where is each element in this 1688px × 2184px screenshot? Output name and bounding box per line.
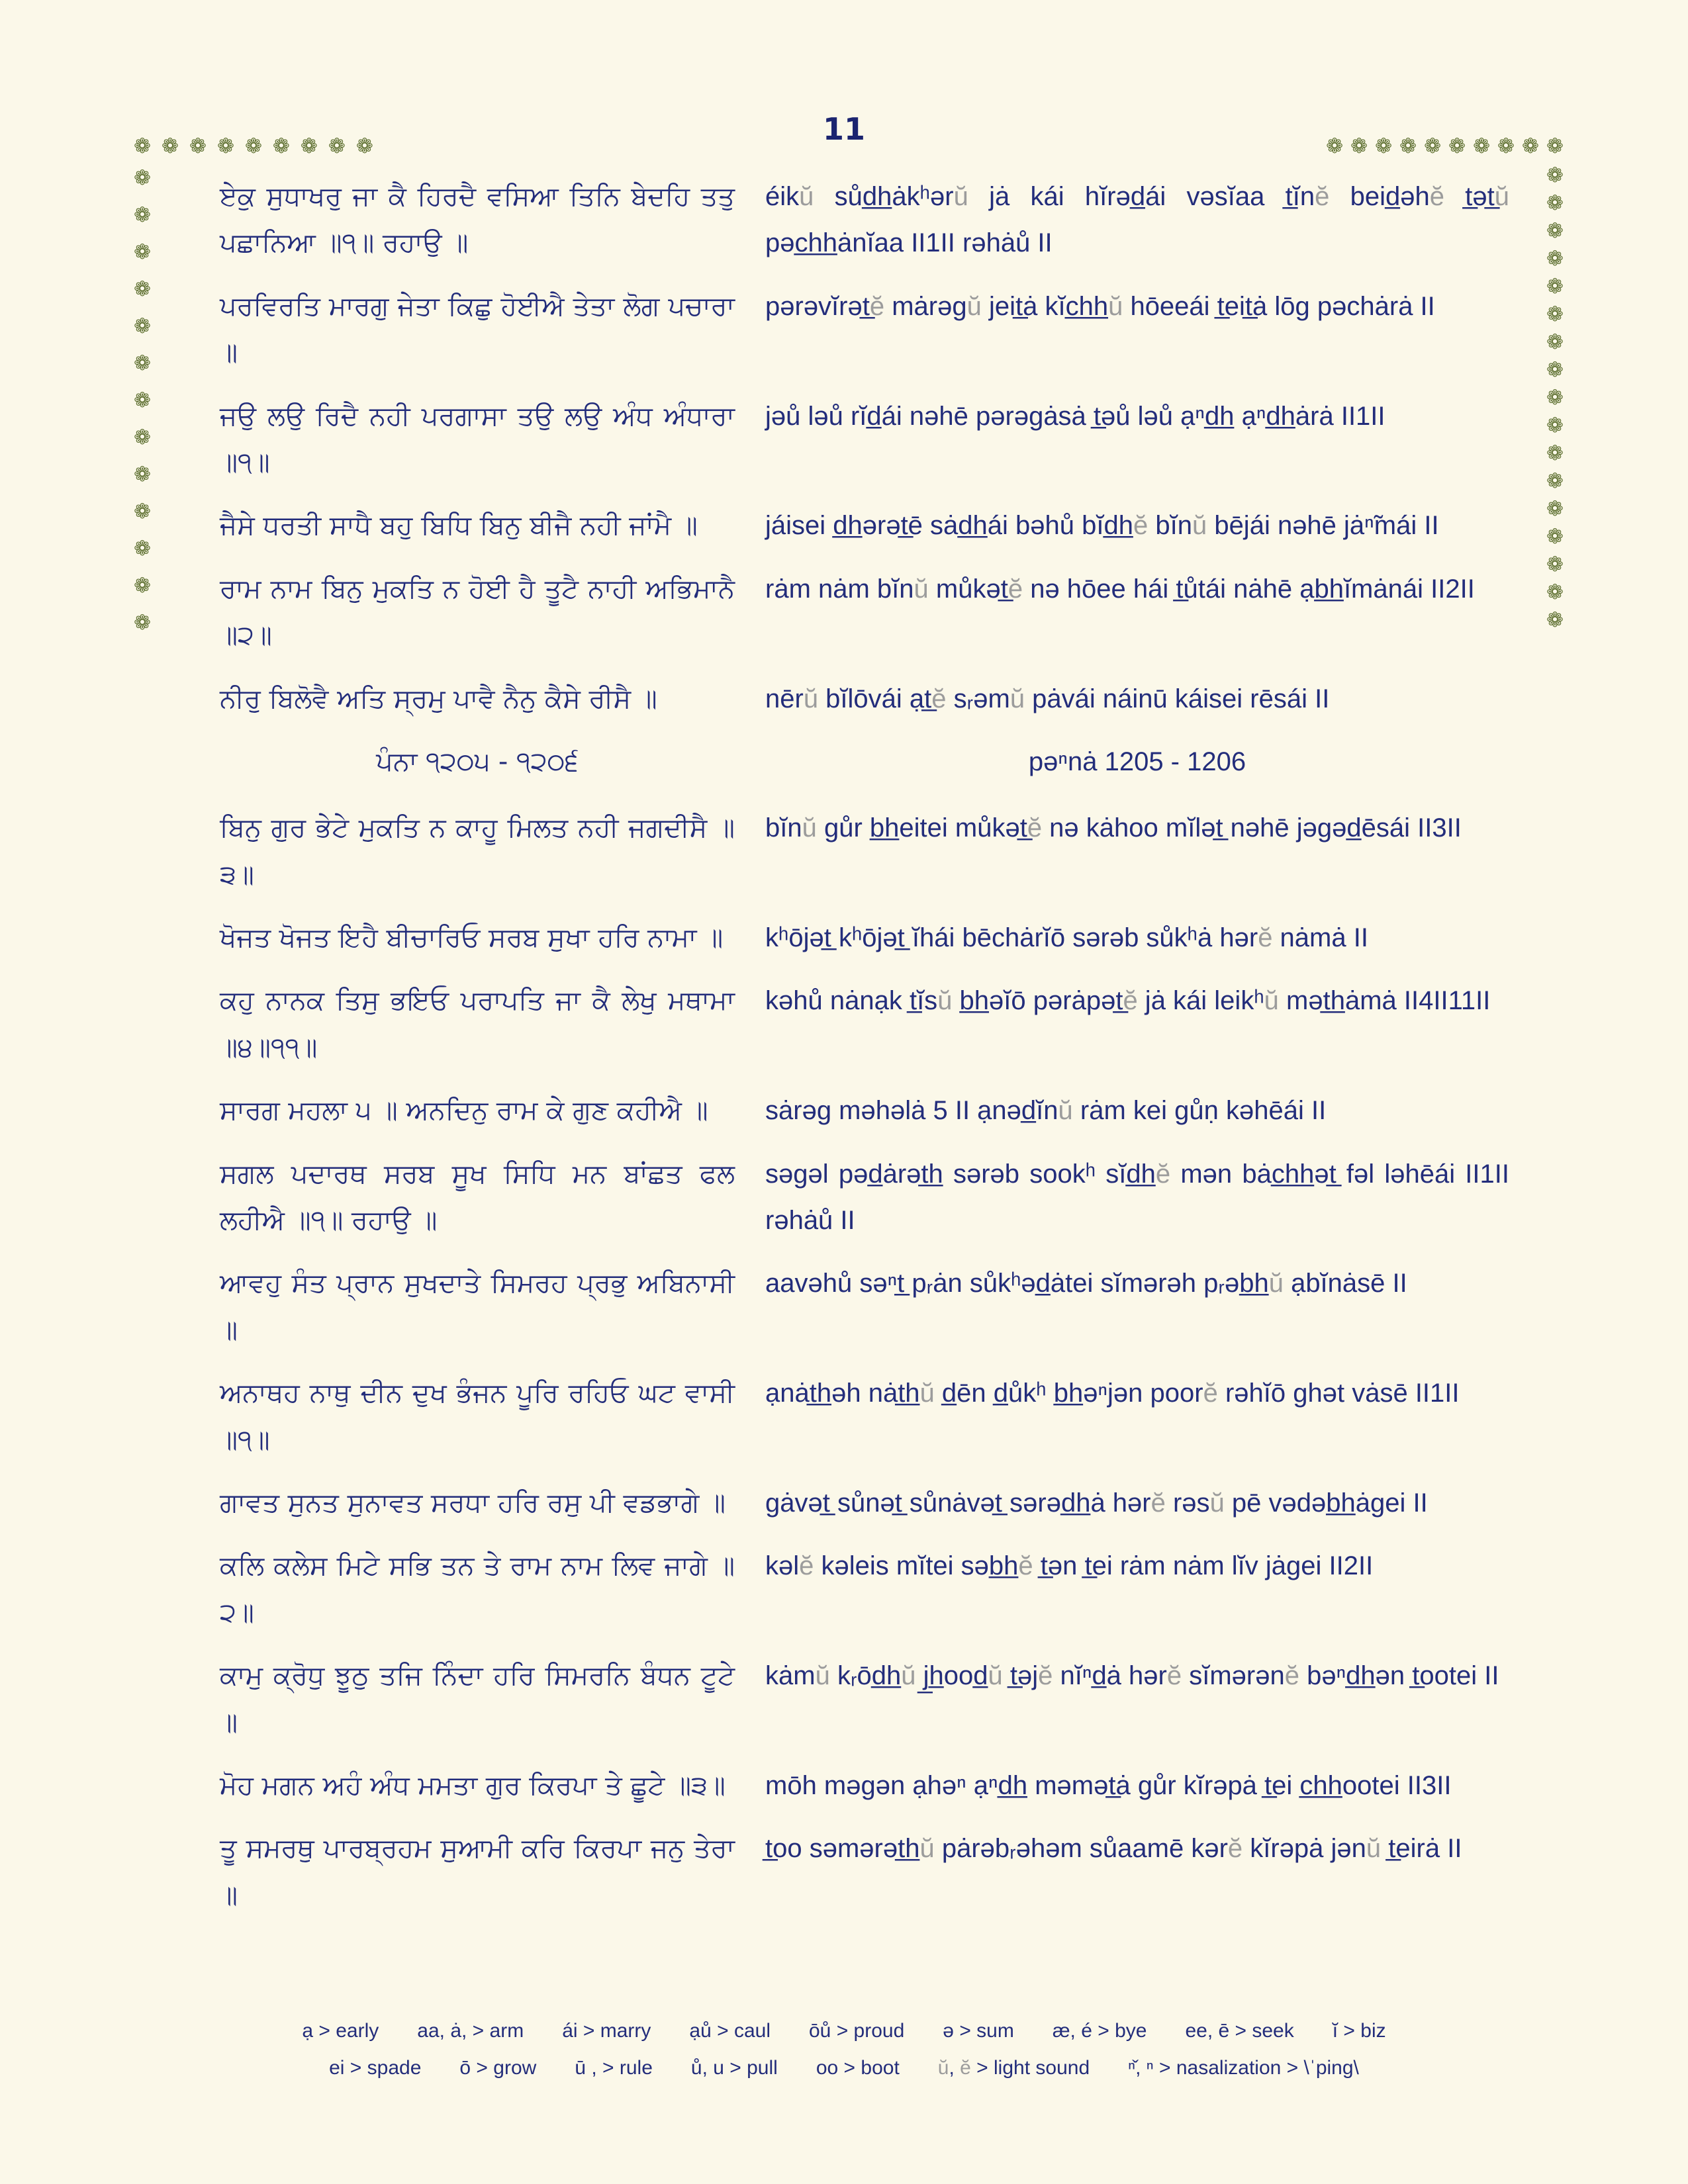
light-sound-letter: ĕ xyxy=(1133,511,1149,541)
flower-icon: ❁ xyxy=(355,134,373,158)
legend-item: aa, ȧ, > arm xyxy=(417,2020,524,2042)
light-sound-letter: ĕ xyxy=(960,2057,971,2079)
light-sound-letter: ŭ xyxy=(988,1661,1003,1691)
verse-row xyxy=(220,393,1509,486)
legend-row-2 xyxy=(0,2057,1688,2079)
flower-icon: ❁ xyxy=(1424,134,1442,158)
flower-icon: ❁ xyxy=(244,134,262,158)
verse-row xyxy=(220,1543,1509,1636)
panna-header-translit: pəⁿnȧ 1205 - 1206 xyxy=(1028,747,1246,776)
flower-icon: ❁ xyxy=(134,426,151,449)
gurmukhi-text: ਕਹੁ ਨਾਨਕ ਤਿਸੁ ਭਇਓ ਪਰਾਪਤਿ ਜਾ ਕੈ ਲੇਖੁ ਮਥਾਮਾ ॥੪॥੧੧॥ xyxy=(220,985,735,1063)
verse-row xyxy=(220,676,1509,722)
transliteration-text: kʰōjət̲ kʰōjət̲ ĭhái bēchȧrĭō sərəb sůkʰȧ hərĕ nȧmȧ II xyxy=(765,923,1368,953)
verse-row xyxy=(220,1653,1509,1746)
gurmukhi-text: ਗਾਵਤ ਸੁਨਤ ਸੁਨਾਵਤ ਸਰਧਾ ਹਰਿ ਰਸੁ ਪੀ ਵਡਭਾਗੇ ॥ xyxy=(220,1487,726,1518)
flower-icon: ❁ xyxy=(134,500,151,523)
verse-list xyxy=(220,173,1509,1935)
light-sound-letter: ĕ xyxy=(1315,182,1330,211)
light-sound-letter: ŭ xyxy=(802,813,817,843)
transliteration-text: pərəvĭrət̲ĕ mȧrəgŭ jeit̲ȧ kĭc̲h̲h̲ŭ hōeeái t̲eit̲ȧ lōg pəchȧrȧ II xyxy=(765,291,1435,321)
flower-icon: ❁ xyxy=(1375,134,1393,158)
page-number: 11 xyxy=(822,111,865,147)
gurmukhi-text: ਤੂ ਸਮਰਥੁ ਪਾਰਬ੍ਰਹਮ ਸੁਆਮੀ ਕਰਿ ਕਿਰਪਾ ਜਨੁ ਤੇਰਾ ॥ xyxy=(220,1833,735,1911)
gurmukhi-text: ਪਰਵਿਰਤਿ ਮਾਰਗੁ ਜੇਤਾ ਕਿਛੁ ਹੋਈਐ ਤੇਤਾ ਲੋਗ ਪਚਾਰਾ ॥ xyxy=(220,291,735,369)
flower-icon: ❁ xyxy=(1546,469,1564,493)
legend-item: ū , > rule xyxy=(575,2057,653,2079)
transliteration-text: səgəl pəd̲ȧrət̲h̲ sərəb sookʰ sĭd̲h̲ĕ mən bȧc̲h̲h̲ət̲ fəl ləhēái II1II rəhȧů II xyxy=(765,1159,1509,1236)
flower-icon: ❁ xyxy=(134,611,151,635)
transliteration-text: jəů ləů rĭd̲ái nəhē pərəgȧsȧ t̲əů ləů ạⁿd̲h̲ ạⁿd̲h̲ȧrȧ II1II xyxy=(765,401,1385,431)
gurmukhi-text: ਮੋਹ ਮਗਨ ਅਹੰ ਅੰਧ ਮਮਤਾ ਗੁਰ ਕਿਰਪਾ ਤੇ ਛੂਟੇ ॥੩॥ xyxy=(220,1770,726,1801)
legend-item: ee, ē > seek xyxy=(1185,2020,1294,2042)
flower-icon: ❁ xyxy=(1546,330,1564,354)
gurmukhi-text: ਜਉ ਲਉ ਰਿਦੈ ਨਹੀ ਪਰਗਾਸਾ ਤਉ ਲਉ ਅੰਧ ਅੰਧਾਰਾ ॥੧॥ xyxy=(220,400,735,478)
flower-icon: ❁ xyxy=(1546,497,1564,521)
transliteration-text: rȧm nȧm bĭnŭ můkət̲ĕ nə hōee hái t̲ůtái nȧhē ạb̲h̲ĭmȧnái II2II xyxy=(765,574,1475,604)
transliteration-text: nērŭ bĭlōvái ạt̲ĕ sᵣəmŭ pȧvái náinū káisei rēsái II xyxy=(765,684,1330,713)
legend-item: ei > spade xyxy=(329,2057,422,2079)
legend-item: ạů > caul xyxy=(689,2020,771,2042)
flower-icon: ❁ xyxy=(1546,191,1564,215)
verse-row xyxy=(220,1151,1509,1244)
flower-icon: ❁ xyxy=(328,134,346,158)
light-sound-letter: ĕ xyxy=(931,684,947,713)
light-sound-letter: ŭ xyxy=(1264,986,1279,1016)
gurmukhi-text: ਸਗਲ ਪਦਾਰਥ ਸਰਬ ਸੂਖ ਸਿਧਿ ਮਨ ਬਾਂਛਤ ਫਲ ਲਹੀਐ ॥੧॥ ਰਹਾਉ ॥ xyxy=(220,1158,735,1236)
light-sound-letter: ĕ xyxy=(1008,574,1023,604)
light-sound-letter: ĕ xyxy=(1018,1551,1033,1581)
verse-row xyxy=(220,805,1509,898)
transliteration-text: aavəhů səⁿt̲ pᵣȧn sůkʰəd̲ȧtei sĭmərəh pᵣəb̲h̲ŭ ạbĭnȧsē II xyxy=(765,1269,1407,1298)
gurmukhi-text: ਬਿਨੁ ਗੁਰ ਭੇਟੇ ਮੁਕਤਿ ਨ ਕਾਹੂ ਮਿਲਤ ਨਹੀ ਜਗਦੀਸੈ ॥੩॥ xyxy=(220,813,735,890)
flower-icon: ❁ xyxy=(134,314,151,338)
light-sound-letter: ĕ xyxy=(1027,813,1043,843)
flower-icon: ❁ xyxy=(134,166,151,190)
flower-icon: ❁ xyxy=(134,388,151,412)
gurmukhi-text: ਕਾਮੁ ਕ੍ਰੋਧੁ ਝੂਠੁ ਤਜਿ ਨਿੰਦਾ ਹਰਿ ਸਿਮਰਨਿ ਬੰਧਨ ਟੂਟੇ ॥ xyxy=(220,1661,735,1738)
light-sound-letter: ĕ xyxy=(1258,923,1273,953)
panna-header-gurmukhi: ਪੰਨਾ ੧੨੦੫ - ੧੨੦੬ xyxy=(376,746,579,777)
gurmukhi-text: ਨੀਰੁ ਬਿਲੋਵੈ ਅਤਿ ਸ੍ਰਮੁ ਪਾਵੈ ਨੈਨੁ ਕੈਸੇ ਰੀਸੈ ॥ xyxy=(220,683,657,714)
light-sound-letter: ĕ xyxy=(1203,1379,1218,1408)
legend-item: ō > grow xyxy=(459,2057,537,2079)
flower-icon: ❁ xyxy=(134,203,151,227)
light-sound-letter: ĕ xyxy=(1166,1661,1182,1691)
light-sound-letter: ŭ xyxy=(919,1379,935,1408)
verse-row xyxy=(220,566,1509,659)
verse-row xyxy=(220,1762,1509,1809)
flower-icon: ❁ xyxy=(1546,553,1564,576)
transliteration-text: kȧmŭ kᵣōd̲h̲ŭ j̲h̲ood̲ŭ t̲əjĕ nĭⁿd̲ȧ hərĕ sĭmərənĕ bəⁿd̲h̲ən t̲ootei II xyxy=(765,1661,1499,1691)
legend-item: ⁿ̌, ⁿ > nasalization > \ˈping\ xyxy=(1128,2057,1359,2079)
transliteration-text: t̲oo səmərət̲h̲ŭ pȧrəbᵣəhəm sůaamē kərĕ kĭrəpȧ jənŭ t̲eirȧ II xyxy=(765,1834,1462,1864)
verse-row xyxy=(220,915,1509,961)
light-sound-letter: ĕ xyxy=(1155,1159,1171,1189)
flower-icon: ❁ xyxy=(1546,247,1564,271)
legend-item: ů, u > pull xyxy=(690,2057,778,2079)
legend-item: æ, é > bye xyxy=(1052,2020,1147,2042)
transliteration-text: gȧvət̲ sůnət̲ sůnȧvət̲ sərəd̲h̲ȧ hərĕ rəsŭ pē vədəb̲h̲ȧgei II xyxy=(765,1488,1428,1518)
flower-icon: ❁ xyxy=(272,134,290,158)
verse-row xyxy=(220,1370,1509,1463)
light-sound-letter: ĕ xyxy=(1038,1661,1053,1691)
flower-icon: ❁ xyxy=(1448,134,1466,158)
flower-border-top-right xyxy=(1326,136,1564,157)
verse-row xyxy=(220,1260,1509,1353)
flower-icon: ❁ xyxy=(300,134,318,158)
light-sound-letter: ŭ xyxy=(1108,291,1123,321)
flower-icon: ❁ xyxy=(1546,302,1564,326)
light-sound-letter: ĕ xyxy=(1429,182,1444,211)
light-sound-letter: ŭ xyxy=(953,182,968,211)
flower-icon: ❁ xyxy=(1546,414,1564,437)
gurmukhi-text: ਆਵਹੁ ਸੰਤ ਪ੍ਰਾਨ ਸੁਖਦਾਤੇ ਸਿਮਰਹ ਪ੍ਰਭੁ ਅਬਿਨਾਸੀ ॥ xyxy=(220,1268,735,1345)
verse-row xyxy=(220,173,1509,267)
flower-icon: ❁ xyxy=(189,134,207,158)
transliteration-text: jáisei d̲h̲ərət̲ē sȧd̲h̲ái bəhů bĭd̲h̲ĕ bĭnŭ bējái nəhē jȧⁿ̃mái II xyxy=(765,511,1439,541)
light-sound-letter: ŭ xyxy=(914,574,929,604)
legend-item: oo > boot xyxy=(816,2057,900,2079)
flower-border-top-left xyxy=(134,136,373,157)
legend-item: ạ > early xyxy=(302,2020,379,2042)
transliteration-text: mōh məgən ạhəⁿ ạⁿd̲h̲ məmət̲ȧ gůr kĭrəpȧ t̲ei c̲h̲h̲ootei II3II xyxy=(765,1770,1452,1800)
light-sound-letter: ŭ xyxy=(1366,1834,1382,1864)
flower-icon: ❁ xyxy=(1546,358,1564,382)
flower-icon: ❁ xyxy=(134,134,151,158)
flower-icon: ❁ xyxy=(1546,163,1564,187)
legend-item: ĭ > biz xyxy=(1332,2020,1386,2042)
verse-row xyxy=(220,1087,1509,1134)
verse-row xyxy=(220,1480,1509,1526)
flower-icon: ❁ xyxy=(134,574,151,598)
flower-icon: ❁ xyxy=(134,240,151,264)
flower-icon: ❁ xyxy=(1546,608,1564,632)
gurmukhi-text: ਸਾਰਗ ਮਹਲਾ ੫ ॥ ਅਨਦਿਨੁ ਰਾਮ ਕੇ ਗੁਣ ਕਹੀਐ ॥ xyxy=(220,1095,708,1126)
verse-row xyxy=(220,283,1509,377)
light-sound-letter: ŭ xyxy=(937,986,953,1016)
flower-icon: ❁ xyxy=(1350,134,1368,158)
flower-icon: ❁ xyxy=(134,463,151,486)
light-sound-letter: ŭ xyxy=(815,1661,830,1691)
flower-icon: ❁ xyxy=(1497,134,1515,158)
panna-header-row xyxy=(220,739,1509,785)
transliteration-text: kəhů nȧnạk t̲ĭsŭ b̲h̲əĭō pərȧpət̲ĕ jȧ kái leikʰŭ mət̲h̲ȧmȧ II4II11II xyxy=(765,986,1491,1016)
pronunciation-legend xyxy=(0,2020,1688,2094)
flower-icon: ❁ xyxy=(1546,219,1564,243)
gurmukhi-text: ਖੋਜਤ ਖੋਜਤ ਇਹੈ ਬੀਚਾਰਿਓ ਸਰਬ ਸੁਖਾ ਹਰਿ ਨਾਮਾ ॥ xyxy=(220,923,724,954)
light-sound-letter: ĕ xyxy=(1150,1488,1166,1518)
transliteration-text: sȧrəg məhəlȧ 5 II ạnəd̲ĭnŭ rȧm kei gůṇ kəhēái II xyxy=(765,1096,1327,1126)
flower-icon: ❁ xyxy=(161,134,179,158)
light-sound-letter: ŭ xyxy=(919,1834,935,1864)
flower-icon: ❁ xyxy=(1546,441,1564,465)
legend-item: ŭ, ĕ > light sound xyxy=(937,2057,1090,2079)
gurmukhi-text: ਕਲਿ ਕਲੇਸ ਮਿਟੇ ਸਭਿ ਤਨ ਤੇ ਰਾਮ ਨਾਮ ਲਿਵ ਜਾਗੇ ॥੨॥ xyxy=(220,1551,735,1628)
light-sound-letter: ĕ xyxy=(1123,986,1138,1016)
flower-icon: ❁ xyxy=(134,351,151,375)
flower-border-left-column xyxy=(134,168,151,633)
light-sound-letter: ŭ xyxy=(799,182,814,211)
gurmukhi-text: ਅਨਾਥਹ ਨਾਥੁ ਦੀਨ ਦੁਖ ਭੰਜਨ ਪੂਰਿ ਰਹਿਓ ਘਟ ਵਾਸੀ ॥੧॥ xyxy=(220,1378,735,1455)
legend-item: ái > marry xyxy=(562,2020,651,2042)
gurmukhi-text: ਏਕੁ ਸੁਧਾਖਰੁ ਜਾ ਕੈ ਹਿਰਦੈ ਵਸਿਆ ਤਿਨਿ ਬੇਦਹਿ ਤਤੁ ਪਛਾਨਿਆ ॥੧॥ ਰਹਾਉ ॥ xyxy=(220,181,735,259)
light-sound-letter: ŭ xyxy=(1192,511,1207,541)
flower-icon: ❁ xyxy=(134,277,151,301)
gurmukhi-text: ਰਾਮ ਨਾਮ ਬਿਨੁ ਮੁਕਤਿ ਨ ਹੋਈ ਹੈ ਤੂਟੈ ਨਾਹੀ ਅਭਿਮਾਨੈ ॥੨॥ xyxy=(220,573,735,651)
light-sound-letter: ŭ xyxy=(803,684,819,713)
light-sound-letter: ĕ xyxy=(799,1551,814,1581)
flower-icon: ❁ xyxy=(1546,275,1564,298)
flower-border-right-column xyxy=(1546,165,1564,631)
flower-icon: ❁ xyxy=(1473,134,1491,158)
verse-row xyxy=(220,978,1509,1071)
transliteration-text: bĭnŭ gůr b̲h̲eitei můkət̲ĕ nə kȧhoo mĭlət̲ nəhē jəgəd̲ēsái II3II xyxy=(765,813,1462,843)
light-sound-letter: ĕ xyxy=(869,291,885,321)
flower-icon: ❁ xyxy=(1546,134,1564,158)
legend-row-1 xyxy=(0,2020,1688,2042)
light-sound-letter: ŭ xyxy=(901,1661,916,1691)
light-sound-letter: ŭ xyxy=(1009,684,1025,713)
flower-icon: ❁ xyxy=(1546,386,1564,410)
flower-icon: ❁ xyxy=(1522,134,1540,158)
transliteration-text: kəlĕ kəleis mĭtei səb̲h̲ĕ t̲ən t̲ei rȧm nȧm lĭv jȧgei II2II xyxy=(765,1551,1374,1581)
light-sound-letter: ĕ xyxy=(1227,1834,1243,1864)
light-sound-letter: ŭ xyxy=(1058,1096,1073,1126)
flower-icon: ❁ xyxy=(1546,525,1564,549)
light-sound-letter: ŭ xyxy=(1268,1269,1284,1298)
light-sound-letter: ŭ xyxy=(966,291,982,321)
legend-item: ōů > proud xyxy=(809,2020,905,2042)
transliteration-text: ạnȧt̲h̲əh nȧt̲h̲ŭ d̲ēn d̲ůkʰ b̲h̲əⁿjən poorĕ rəhĭō ghət vȧsē II1II xyxy=(765,1379,1460,1408)
light-sound-letter: ŭ xyxy=(937,2057,949,2079)
verse-row xyxy=(220,502,1509,549)
flower-icon: ❁ xyxy=(1546,580,1564,604)
flower-icon: ❁ xyxy=(1399,134,1417,158)
light-sound-letter: ŭ xyxy=(1209,1488,1225,1518)
flower-icon: ❁ xyxy=(216,134,234,158)
light-sound-letter: ĕ xyxy=(1284,1661,1299,1691)
legend-item: ə > sum xyxy=(943,2020,1014,2042)
light-sound-letter: ŭ xyxy=(1494,182,1509,211)
transliteration-text: éikŭ sůd̲h̲ȧkʰərŭ jȧ kái hĭrəd̲ái vəsĭaa t̲ĭnĕ beid̲əhĕ t̲ət̲ŭ pəc̲h̲h̲ȧnĭaa II1II rəhȧů II xyxy=(765,182,1509,258)
flower-icon: ❁ xyxy=(134,537,151,561)
flower-icon: ❁ xyxy=(1326,134,1344,158)
gurmukhi-text: ਜੈਸੇ ਧਰਤੀ ਸਾਧੈ ਬਹੁ ਬਿਧਿ ਬਿਨੁ ਬੀਜੈ ਨਹੀ ਜਾਂਮੈ ॥ xyxy=(220,510,698,541)
verse-row xyxy=(220,1825,1509,1919)
